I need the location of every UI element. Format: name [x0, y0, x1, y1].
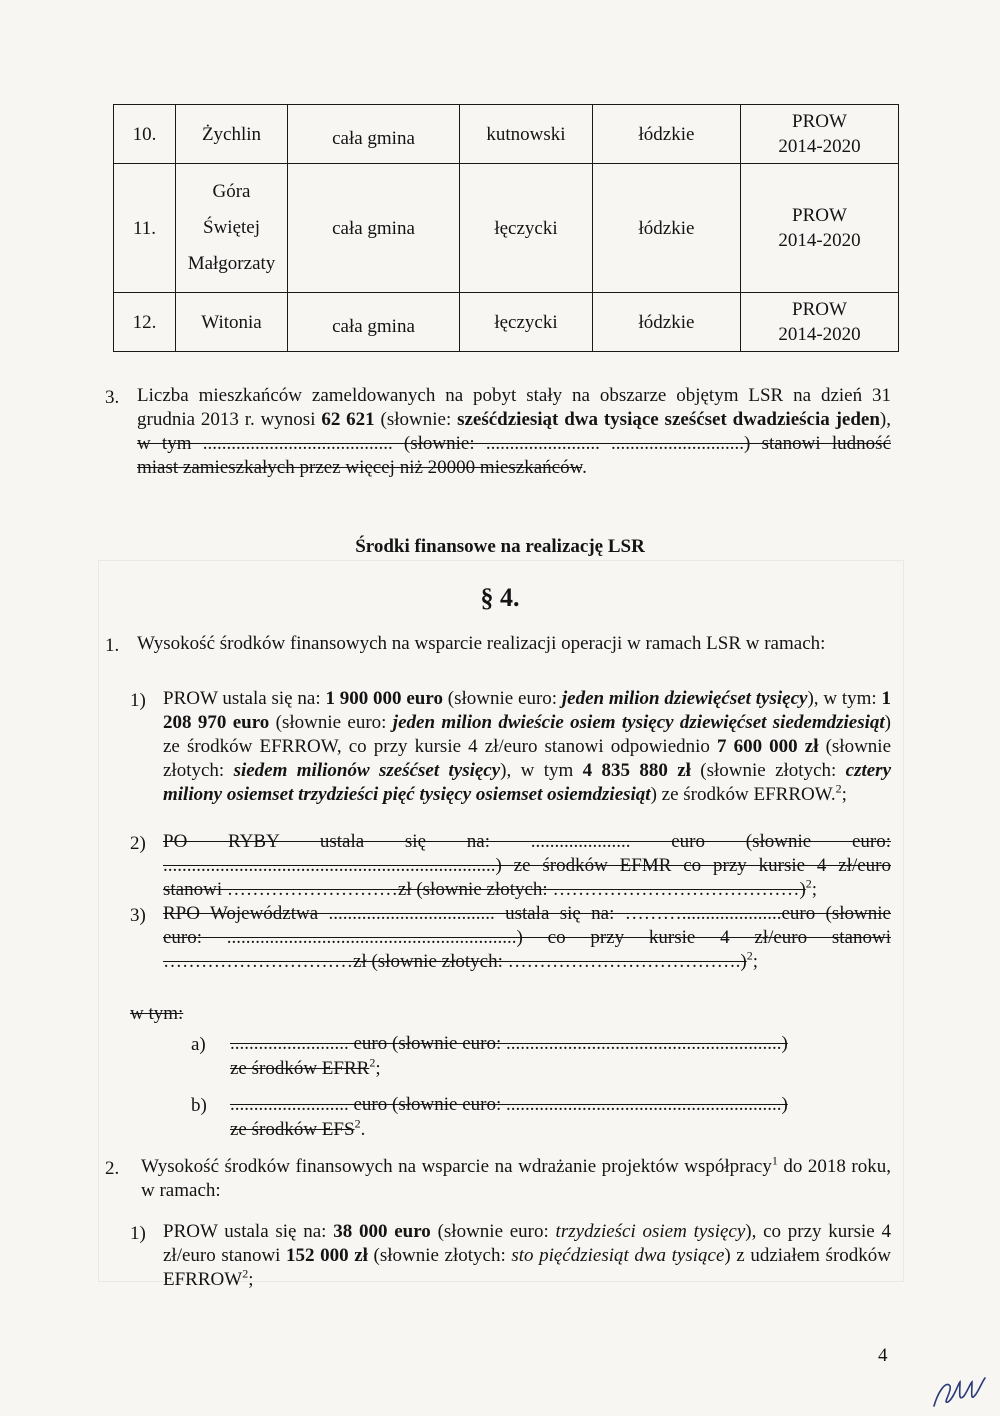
text: Liczba mieszkańców zameldowanych na pobyt stały na obszarze objętym LSR na dzień 31 grudnia 2013 r. wynosi: [137, 385, 891, 430]
text: (słownie złotych:: [163, 736, 892, 781]
footnote-marker: 2: [354, 1116, 361, 1131]
struck-out-text: ze środków EFRR: [230, 1058, 370, 1079]
struck-out-text: RPO Województwa ................................... ustala się na: ……….....................euro (słownie euro: .............................................................) co przy kursie 4 zł/euro stanowi …………………………zł (słownie złotych: ……………………………….): [163, 903, 891, 972]
cooperation-intro: [141, 1155, 891, 1203]
struck-out-text: ......................... euro (słownie euro: ..........................................................): [230, 1094, 788, 1115]
text: ;: [248, 1269, 254, 1290]
residents-paragraph: [137, 384, 891, 480]
prow-funding-item: [163, 687, 891, 807]
name-line: Witonia: [201, 311, 262, 333]
amount-words: trzydzieści osiem tysięcy: [555, 1221, 746, 1242]
section-title: Środki finansowe na realizację LSR: [355, 536, 645, 557]
text: (słownie euro:: [269, 712, 393, 733]
amount: 4 835 880 zł: [582, 760, 691, 781]
name-line: Góra: [212, 181, 251, 202]
amount-words: sto pięćdziesiąt dwa tysiące: [511, 1245, 725, 1266]
text: ), co przy kursie 4 zł/euro stanowi: [163, 1221, 891, 1266]
text: ), w tym: [500, 760, 583, 781]
program-line: PROW: [792, 299, 847, 320]
struck-out-text: ......................... euro (słownie euro: ..........................................................): [230, 1033, 788, 1054]
struck-out-text: PO RYBY ustala się na: ..................... euro (słownie euro: ......................................................................) ze środków EFMR co przy kursie 4 zł/euro stanowi ………………………zł (słownie złotych: …………………………………): [163, 831, 891, 900]
item-number: 1): [130, 1223, 146, 1244]
row-number: 12.: [114, 293, 176, 352]
table-row: [114, 164, 899, 293]
handwritten-initials: [930, 1372, 990, 1412]
paragraph-number: 1.: [105, 635, 120, 656]
text: ;: [375, 1058, 381, 1079]
text: (słownie złotych:: [367, 1245, 512, 1266]
program-cell: [741, 164, 899, 293]
amount: 1 900 000 euro: [325, 688, 443, 709]
sub-item-label: a): [191, 1034, 206, 1055]
text: ) ze środków EFRROW, co przy kursie 4 zł/euro stanowi odpowiednio: [163, 712, 891, 757]
struck-out-text: w tym ........................................ (słownie: ........................ ............................) stanowi ludność miast zamieszkałych przez więcej niż 20000 mieszkańców: [137, 433, 891, 478]
name-line: Żychlin: [201, 123, 262, 145]
program-cell: [741, 293, 899, 352]
cooperation-prow-item: [163, 1220, 891, 1292]
footnote-marker: 2: [369, 1055, 376, 1070]
struck-out-text: ze środków EFS: [230, 1119, 355, 1140]
amount-words: jeden milion dwieście osiem tysięcy dziewięćset siedemdziesiąt: [392, 712, 885, 733]
program-line: PROW: [792, 111, 847, 132]
scope-cell: cała gmina: [288, 164, 460, 293]
scope-cell: cała gmina: [288, 105, 460, 164]
amount: 152 000 zł: [286, 1245, 368, 1266]
footnote-marker: 2: [746, 948, 753, 963]
program-line: 2014-2020: [778, 230, 861, 251]
item-number: 2): [130, 833, 146, 854]
funding-intro: Wysokość środków finansowych na wsparcie realizacji operacji w ramach LSR w ramach:: [137, 633, 826, 654]
efrr-item: [230, 1031, 890, 1081]
amount: 1 208 970 euro: [163, 688, 892, 733]
text: (słownie złotych:: [690, 760, 846, 781]
text: ) ze środków EFRROW.: [650, 784, 836, 805]
text: (słownie:: [374, 409, 458, 430]
text: .: [360, 1119, 366, 1140]
in-which-label: w tym:: [130, 1003, 184, 1024]
po-ryby-item: [163, 830, 891, 902]
municipality-name: [176, 293, 288, 352]
text: .: [582, 457, 587, 478]
amount-words: cztery miliony osiemset trzydzieści pięć tysięcy osiemset osiemdziesiąt: [163, 760, 892, 805]
footnote-marker: 2: [242, 1266, 249, 1281]
amount-words: siedem milionów sześćset tysięcy: [233, 760, 501, 781]
text: ;: [841, 784, 847, 805]
footnote-marker: 2: [835, 781, 842, 796]
amount: 38 000 euro: [333, 1221, 431, 1242]
rpo-item: [163, 902, 891, 974]
paragraph-number: 3.: [105, 387, 120, 408]
program-cell: [741, 105, 899, 164]
county-cell: łęczycki: [460, 164, 593, 293]
residents-count-words: sześćdziesiąt dwa tysiące sześćset dwadzieścia jeden: [457, 409, 880, 430]
text: (słownie euro:: [430, 1221, 556, 1242]
text: Wysokość środków finansowych na wsparcie na wdrażanie projektów współpracy: [141, 1156, 772, 1177]
program-line: PROW: [792, 205, 847, 226]
municipalities-table: [113, 104, 899, 352]
text: PROW ustala się na:: [163, 688, 326, 709]
text: do 2018 roku, w ramach:: [141, 1156, 892, 1201]
item-number: 3): [130, 905, 146, 926]
voivodeship-cell: łódzkie: [593, 293, 741, 352]
amount-words: jeden milion dziewięćset tysięcy: [561, 688, 808, 709]
row-number: 10.: [114, 105, 176, 164]
municipality-name: [176, 164, 288, 293]
program-line: 2014-2020: [778, 136, 861, 157]
voivodeship-cell: łódzkie: [593, 164, 741, 293]
section-number: § 4.: [480, 583, 520, 612]
footnote-marker: 2: [805, 876, 812, 891]
efs-item: [230, 1092, 890, 1142]
name-line: Małgorzaty: [187, 253, 276, 274]
county-cell: kutnowski: [460, 105, 593, 164]
sub-item-label: b): [191, 1095, 207, 1116]
voivodeship-cell: łódzkie: [593, 105, 741, 164]
item-number: 1): [130, 690, 146, 711]
text: ), w tym:: [807, 688, 882, 709]
page-number: 4: [878, 1345, 888, 1366]
county-cell: łęczycki: [460, 293, 593, 352]
municipality-name: [176, 105, 288, 164]
program-line: 2014-2020: [778, 324, 861, 345]
table-row: [114, 105, 899, 164]
scope-cell: cała gmina: [288, 293, 460, 352]
amount: 7 600 000 zł: [717, 736, 819, 757]
residents-count: 62 621: [321, 409, 375, 430]
text: ) z udziałem środków EFRROW: [163, 1245, 891, 1290]
text: ),: [879, 409, 891, 430]
table-row: [114, 293, 899, 352]
name-line: Świętej: [203, 217, 260, 238]
text: (słownie euro:: [442, 688, 562, 709]
text: ;: [811, 879, 818, 900]
footnote-marker: 1: [771, 1153, 778, 1168]
row-number: 11.: [114, 164, 176, 293]
text: PROW ustala się na:: [163, 1221, 334, 1242]
paragraph-number: 2.: [105, 1158, 120, 1179]
text: ;: [752, 951, 758, 972]
